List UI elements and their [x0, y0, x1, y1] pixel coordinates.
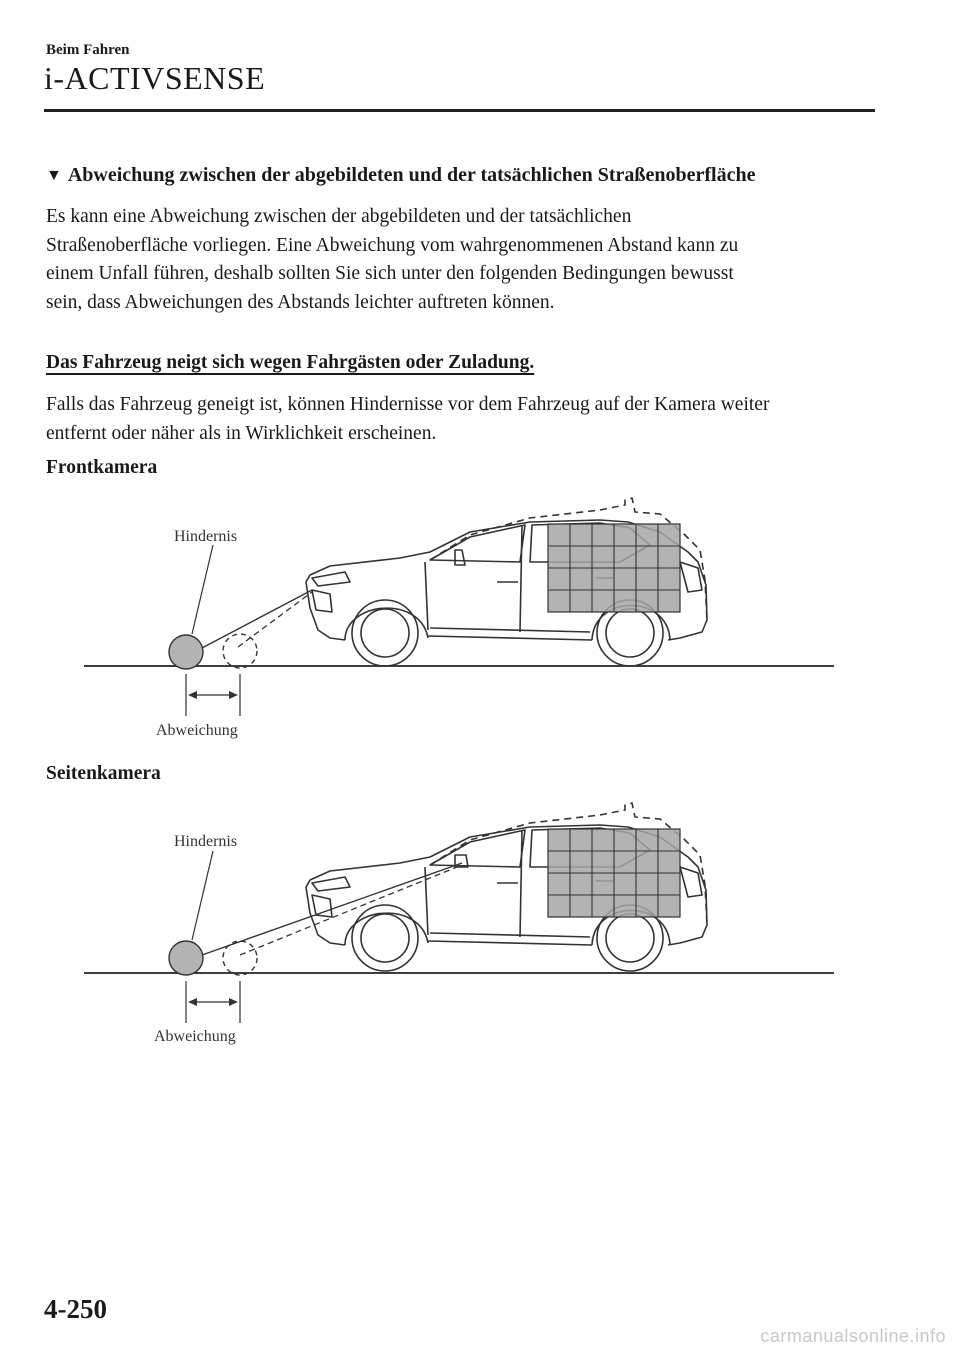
sight-line-actual	[202, 590, 312, 648]
topic-heading-text: Abweichung zwischen der abgebildeten und der tatsächlichen Straßenoberfläche	[67, 164, 756, 186]
label-obstacle: Hindernis	[174, 528, 238, 545]
page-number: 4-250	[44, 1294, 107, 1324]
section-label-small: Beim Fahren	[46, 42, 130, 58]
paragraph-line: Straßenoberfläche vorliegen. Eine Abweichung vom wahrgenommenen Abstand kann zu	[46, 234, 739, 256]
apparent-obstacle-circle	[223, 634, 257, 668]
section-title: i-ACTIVSENSE	[44, 60, 266, 96]
paragraph-line: entfernt oder näher als in Wirklichkeit erscheinen.	[46, 422, 437, 444]
paragraph-line: sein, dass Abweichungen des Abstands leichter auftreten können.	[46, 291, 555, 313]
header-rule	[44, 109, 875, 112]
sight-line-apparent	[238, 592, 312, 647]
sight-line-actual	[202, 863, 462, 955]
obstacle-circle	[169, 635, 203, 669]
label-deviation: Abweichung	[156, 722, 238, 739]
figure-title-front: Frontkamera	[46, 457, 158, 478]
topic-heading	[46, 164, 755, 187]
label-deviation: Abweichung	[154, 1028, 236, 1045]
front-camera-illustration	[0, 490, 960, 750]
condition-paragraph	[46, 391, 886, 448]
label-obstacle: Hindernis	[174, 833, 238, 850]
triangle-marker-icon: ▼	[46, 167, 62, 184]
side-camera-illustration	[0, 795, 960, 1060]
figure-title-side: Seitenkamera	[46, 763, 161, 784]
obstacle-circle	[169, 941, 203, 975]
paragraph-line: einem Unfall führen, deshalb sollten Sie sich unter den folgenden Bedingungen bewusst	[46, 263, 734, 284]
apparent-obstacle-circle	[223, 941, 257, 975]
paragraph-line: Es kann eine Abweichung zwischen der abgebildeten und der tatsächlichen	[46, 206, 632, 227]
paragraph-line: Falls das Fahrzeug geneigt ist, können Hindernisse vor dem Fahrzeug auf der Kamera weiter	[46, 394, 770, 415]
intro-paragraph	[46, 203, 886, 317]
condition-subheading: Das Fahrzeug neigt sich wegen Fahrgästen oder Zuladung.	[46, 352, 535, 373]
camera-view-grid	[548, 524, 680, 612]
camera-view-grid	[548, 829, 680, 917]
watermark: carmanualsonline.info	[760, 1326, 946, 1346]
